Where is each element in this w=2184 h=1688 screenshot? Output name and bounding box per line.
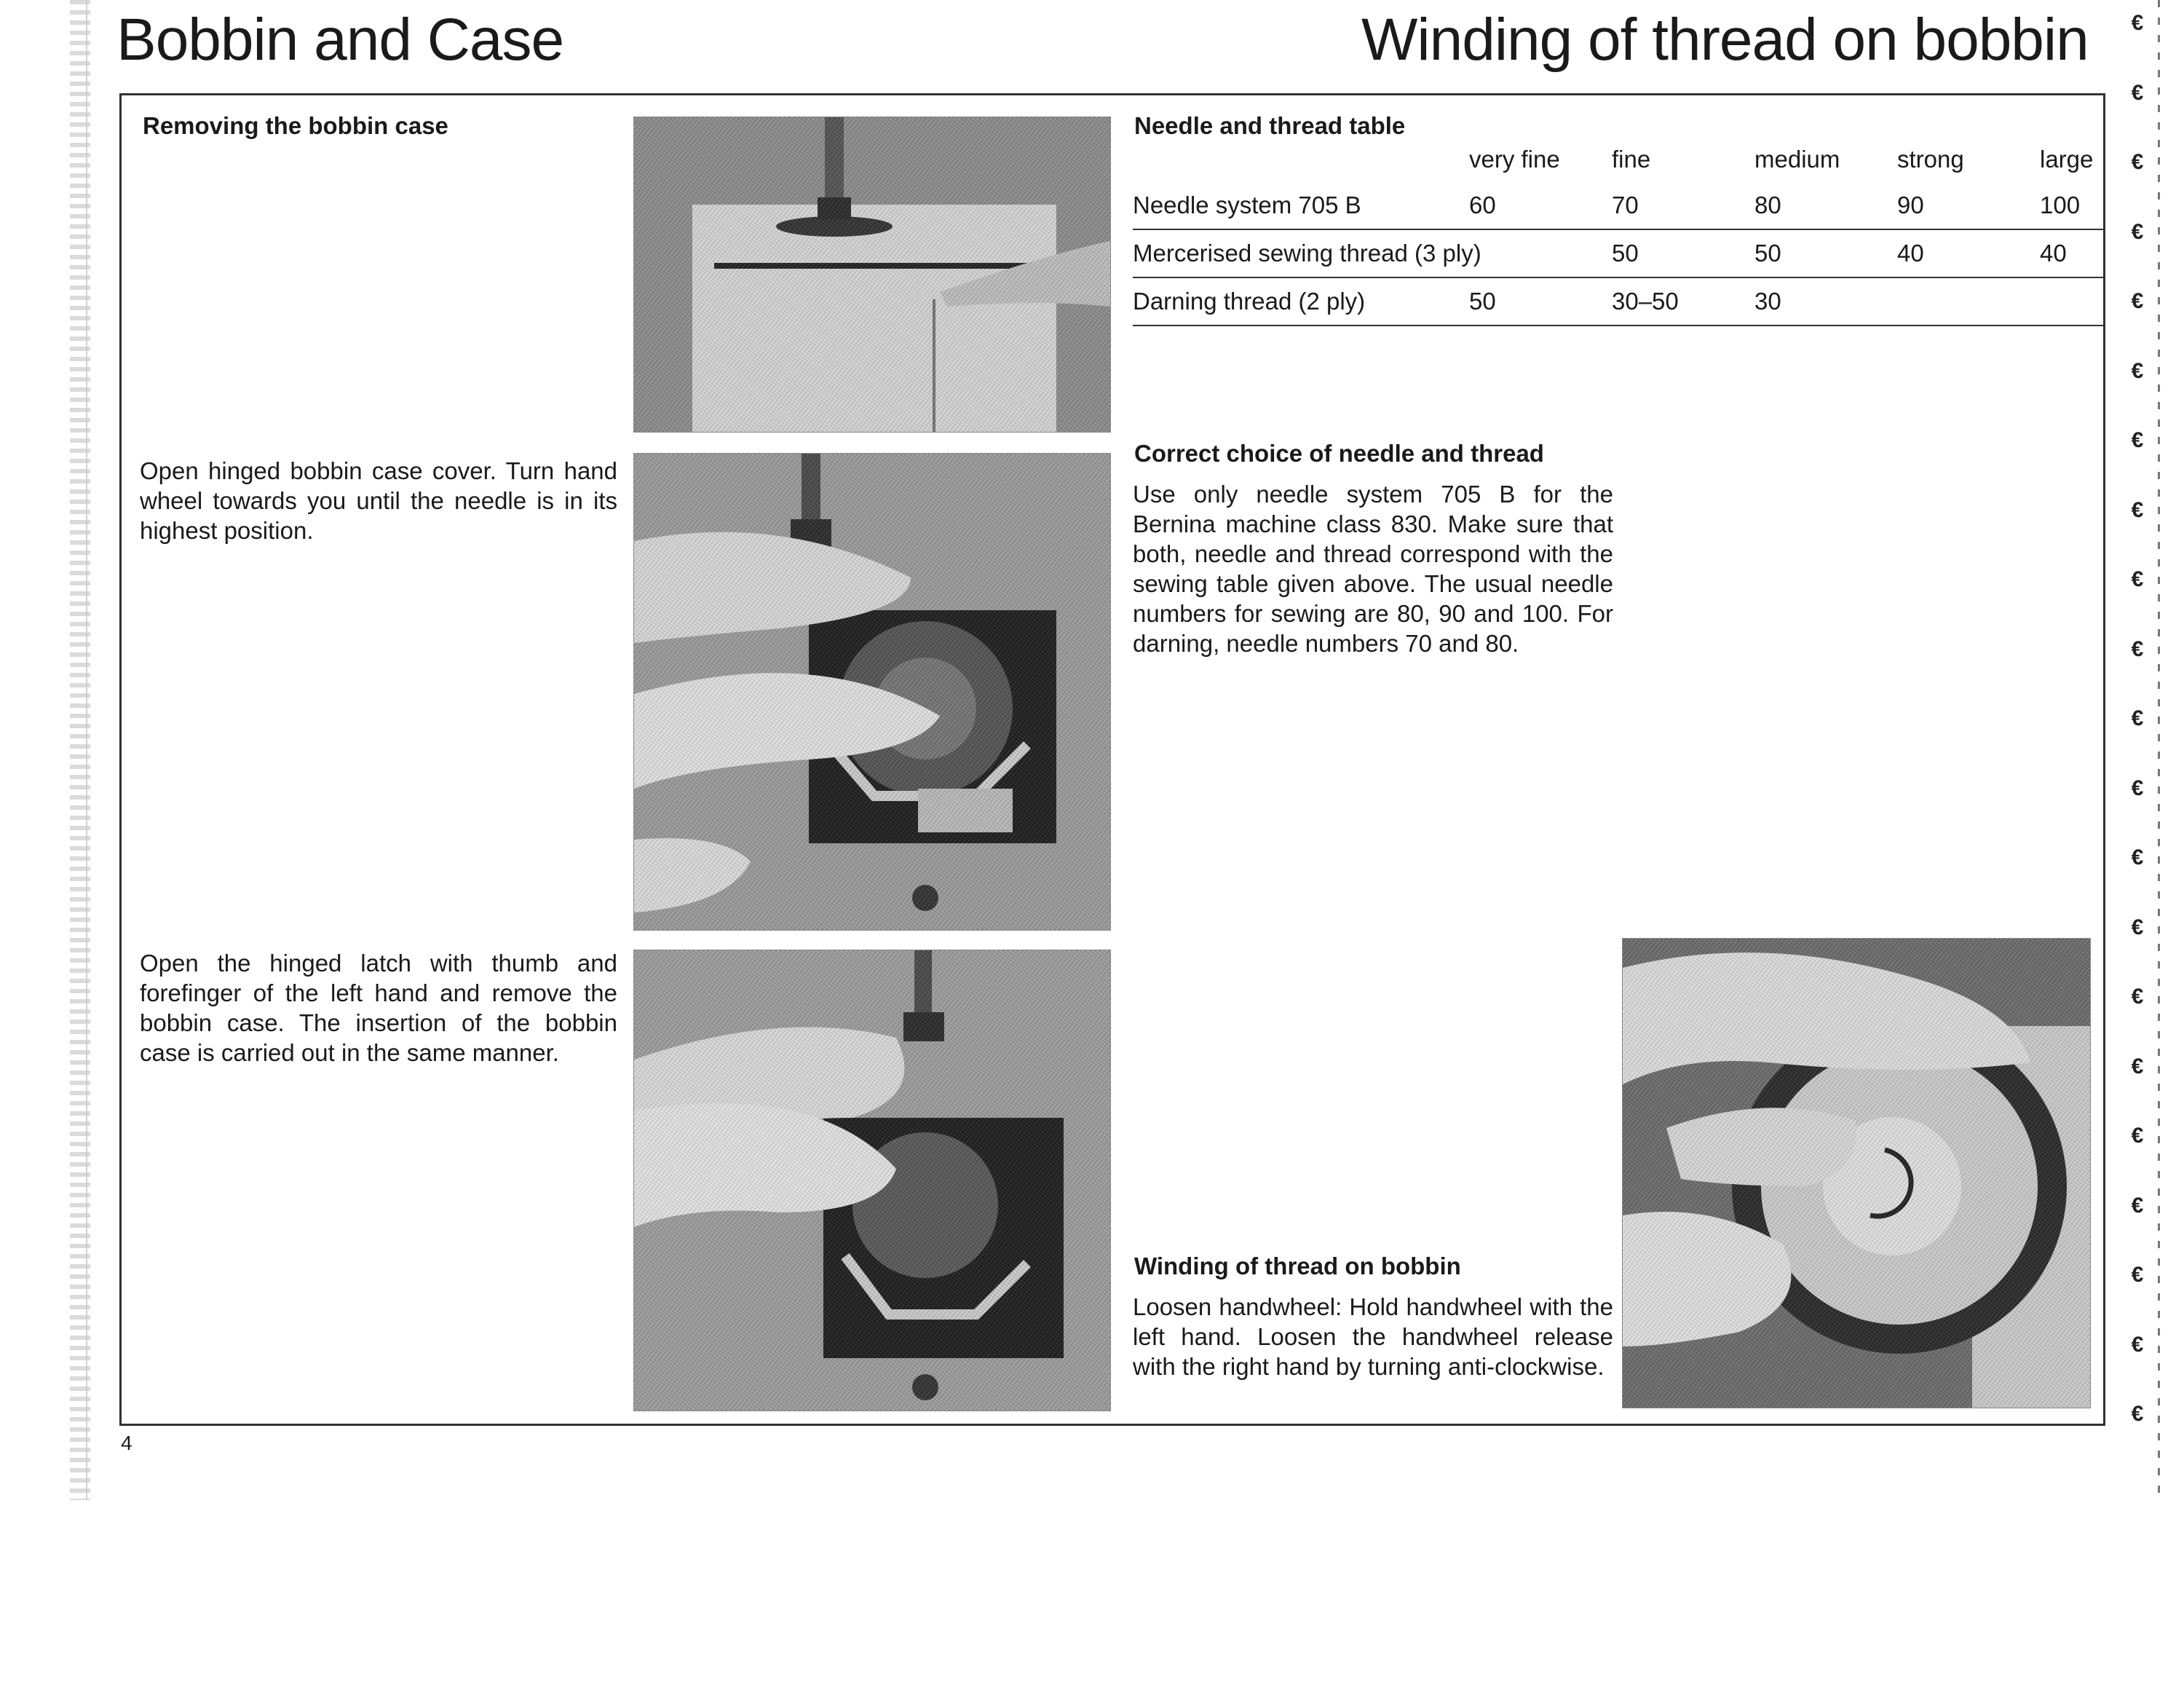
spiral-ring-icon: € (2131, 1402, 2144, 1426)
table-header-cell: fine (1612, 146, 1651, 173)
table-header-cell: very fine (1469, 146, 1560, 173)
spiral-ring-icon: € (2131, 1193, 2144, 1218)
photo-handwheel (1622, 938, 2091, 1408)
spiral-ring-icon: € (2131, 985, 2144, 1009)
table-cell: 80 (1754, 182, 1897, 229)
spiral-ring-icon: € (2131, 358, 2144, 383)
spiral-ring-icon: € (2131, 636, 2144, 661)
removing-bobbin-case-heading: Removing the bobbin case (143, 112, 448, 139)
table-cell: 40 (1897, 229, 2040, 277)
spiral-ring-icon: € (2131, 428, 2144, 452)
spiral-ring-icon: € (2131, 776, 2144, 800)
page-title-right: Winding of thread on bobbin (1361, 7, 2089, 73)
table-cell: 30–50 (1612, 277, 1754, 326)
page-edge-line (86, 0, 87, 1500)
table-header-cell: strong (1897, 146, 1964, 173)
spiral-ring-icon: € (2131, 567, 2144, 591)
table-row (1133, 182, 2105, 229)
spiral-ring-icon: € (2131, 80, 2144, 105)
needle-table-heading: Needle and thread table (1134, 112, 1406, 139)
table-cell: 50 (1469, 277, 1612, 326)
table-header-cell: medium (1754, 146, 1840, 173)
spiral-ring-icon: € (2131, 289, 2144, 313)
spiral-ring-icon: € (2131, 915, 2144, 939)
spiral-ring-icon: € (2131, 150, 2144, 174)
table-header-cell (1133, 143, 1469, 182)
correct-choice-heading: Correct choice of needle and thread (1134, 440, 1544, 467)
spiral-ring-icon: € (2131, 1263, 2144, 1287)
page-title-left: Bobbin and Case (116, 7, 564, 73)
spiral-binding (2158, 0, 2160, 1500)
table-cell: 50 (1612, 229, 1754, 277)
table-cell: 50 (1754, 229, 1897, 277)
spiral-ring-icon: € (2131, 1332, 2144, 1357)
correct-choice-text: Use only needle system 705 B for the Bernina machine class 830. Make sure that both, needle and thread correspond with the sewing table given above. The usual needle numbers for sewing are 80, 90 and 100. For darning, needle numbers 70 and 80. (1133, 481, 1613, 657)
photo-bobbin-case-open (633, 453, 1111, 931)
step2-text: Open the hinged latch with thumb and forefinger of the left hand and remove the bobbin case. The insertion of the bobbin case is carried out in the same manner. (140, 950, 617, 1066)
winding-heading: Winding of thread on bobbin (1134, 1253, 1461, 1279)
table-cell: 30 (1754, 277, 1897, 326)
table-cell: Mercerised sewing thread (3 ply) (1133, 229, 1612, 277)
step1-text: Open hinged bobbin case cover. Turn hand wheel towards you until the needle is in its highest position. (140, 457, 617, 544)
spiral-ring-icon: € (2131, 845, 2144, 869)
table-cell: 90 (1897, 182, 2040, 229)
needle-thread-table (1133, 143, 2105, 326)
table-cell (2040, 277, 2105, 326)
spiral-ring-icon: € (2131, 11, 2144, 35)
spiral-ring-icon: € (2131, 1124, 2144, 1148)
table-cell: 100 (2040, 182, 2105, 229)
spiral-ring-icon: € (2131, 219, 2144, 244)
spiral-ring-icon: € (2131, 497, 2144, 522)
table-header-cell: large (2040, 146, 2094, 173)
spiral-ring-icon: € (2131, 706, 2144, 730)
table-cell: 70 (1612, 182, 1754, 229)
table-row (1133, 277, 2105, 326)
photo-bobbin-cover-closed (633, 117, 1111, 433)
winding-text: Loosen handwheel: Hold handwheel with the left hand. Loosen the handwheel release with the right hand by turning anti-clockwise. (1133, 1293, 1613, 1380)
page-number: 4 (121, 1432, 132, 1454)
table-cell: 60 (1469, 182, 1612, 229)
table-cell (1897, 277, 2040, 326)
table-header-row (1133, 143, 2105, 182)
spiral-ring-icon: € (2131, 1054, 2144, 1078)
photo-removing-bobbin-case (633, 950, 1111, 1411)
table-cell: Darning thread (2 ply) (1133, 277, 1469, 326)
table-row (1133, 229, 2105, 277)
table-cell: 40 (2040, 229, 2105, 277)
table-cell: Needle system 705 B (1133, 182, 1469, 229)
